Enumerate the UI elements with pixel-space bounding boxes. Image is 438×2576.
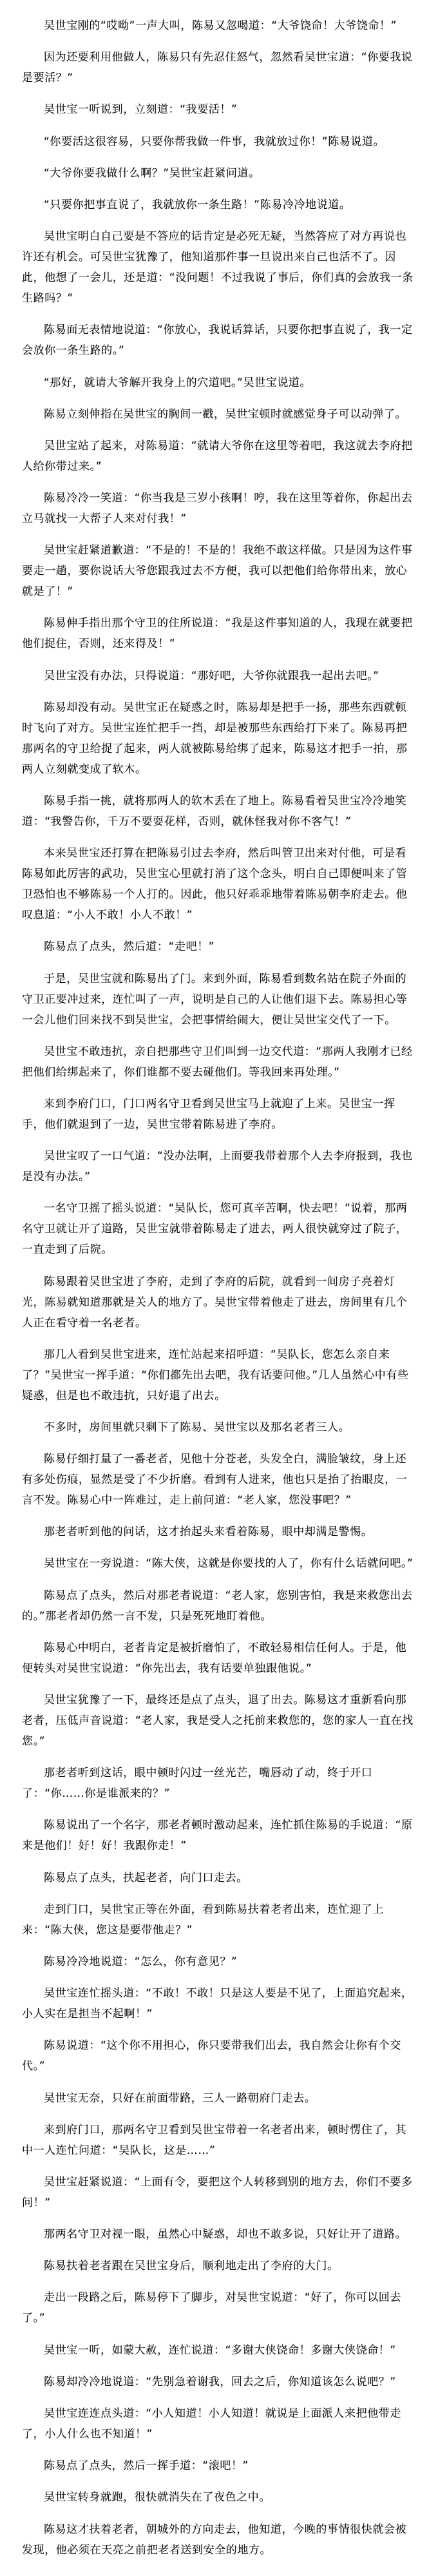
paragraph: 陈易手指一挑，就将那两人的软木丢在了地上。陈易看着吴世宝冷冷地笑道：“我警告你，千万不要耍花样，否则，就休怪我对你不客气！” [22, 795, 407, 828]
paragraph: “那好，就请大爷解开我身上的穴道吧。”吴世宝说道。 [44, 376, 312, 389]
paragraph: 因为还要利用他做人，陈易只有先忍住怒气，忽然看吴世宝道：“你要我说是要活？” [22, 51, 413, 85]
paragraph: 走到门口，吴世宝正等在外面，看到陈易扶着老者出来，连忙迎了上来：“陈大侠，您这是要带他走？” [22, 1903, 384, 1937]
paragraph: 吴世宝叹了一口气道：“没办法啊，上面要我带着那个人去李府报到，我也是没有办法。” [22, 1150, 413, 1184]
paragraph: 吴世宝一听，如蒙大赦，连忙说道：“多谢大侠饶命！多谢大侠饶命！” [44, 2343, 396, 2357]
paragraph: 陈易点了点头，然后对那老者说道：“老人家，您别害怕，我是来救您出去的。”那老者却仍然一言不发，只是死死地盯着他。 [22, 1589, 413, 1623]
paragraph: 于是，吴世宝就和陈易出了门。来到外面，陈易看到数名站在院子外面的守卫正要冲过来，连忙叫了一声，说明是自己的人让他们退下去。陈易担心等一会儿他们回来找不到吴世宝，会把事情给闹大，便让吴世宝交代了一下。 [22, 972, 408, 1027]
paragraph: 那老者听到这话，眼中顿时闪过一丝光芒，嘴唇动了动，终于开口了：“你……你是谁派来的？” [22, 1767, 373, 1801]
paragraph: 陈易立刻伸指在吴世宝的胸间一戳，吴世宝顿时就感觉身子可以动弹了。 [44, 407, 407, 421]
paragraph: 陈易伸手指出那个守卫的住所说道：“我是这件事知道的人，我现在就要把他们捉住，否则，还来得及！” [22, 617, 413, 651]
paragraph: 不多时，房间里就只剩下了陈易、吴世宝以及那名老者三人。 [44, 1420, 350, 1434]
paragraph: 吴世宝在一旁说道：“陈大侠，这就是你要找的人了，你有什么话就问吧。” [44, 1557, 414, 1571]
paragraph: 吴世宝刚的“哎呦”一声大叫，陈易又忽喝道：“大爷饶命！大爷饶命！” [44, 19, 397, 32]
paragraph: 陈易点了点头，然后一挥手道：“滚吧！” [44, 2459, 249, 2473]
paragraph: 陈易说出了一个名字，那老者顿时激动起来，连忙抓住陈易的手说道：“原来是他们！好！好！我跟你走！” [22, 1819, 413, 1853]
paragraph: 吴世宝连忙摇头道：“不敢！不敢！只是这人要是不见了，上面追究起来，小人实在是担当不起啊！” [22, 1987, 413, 2021]
paragraph: 陈易冷冷一笑道：“你当我是三岁小孩啊！哼，我在这里等着你，你起出去立马就找一大帮子人来对付我！” [22, 492, 413, 526]
paragraph: 那老者听到他的问话，这才抬起头来看着陈易，眼中却满是警惕。 [44, 1525, 373, 1539]
paragraph: 吴世宝连连点头道：“小人知道！小人知道！就说是上面派人来把他带走了，小人什么也不知道！” [22, 2407, 402, 2441]
paragraph: 陈易面无表情地说道：“你放心，我说话算话，只要你把事直说了，我一定会放你一条生路的。” [22, 324, 413, 358]
paragraph: 吴世宝转身就跑，很快就消失在了夜色之中。 [44, 2491, 271, 2504]
paragraph: 来到府门口，那两名守卫看到吴世宝带着一名老者出来，顿时愣住了，其中一人连忙问道：“吴队长，这是……” [22, 2123, 407, 2157]
paragraph: 那两名守卫对视一眼，虽然心中疑惑，却也不敢多说，只好让开了道路。 [44, 2228, 407, 2242]
paragraph: 吴世宝不敢违抗，亲自把那些守卫们叫到一边交代道：“那两人我刚才已经把他们给绑起来了，你们谁都不要去碰他们。等我回来再处理。” [22, 1045, 413, 1079]
paragraph: 陈易却冷冷地说道：“先别急着谢我，回去之后，你知道该怎么说吧？” [44, 2375, 396, 2388]
paragraph: 陈易这才扶着老者，朝城外的方向走去，他知道，今晚的事情很快就会被发现，他必须在天亮之前把老者送到安全的地方。 [22, 2523, 407, 2557]
paragraph: 吴世宝一听说到，立刻道：“我要活！” [44, 103, 238, 117]
paragraph: 吴世宝无奈，只好在前面带路，三人一路朝府门走去。 [44, 2091, 316, 2105]
paragraph: 陈易点了点头，然后道：“走吧！” [44, 940, 215, 954]
paragraph: 吴世宝没有办法，只得说道：“那好吧，大爷你就跟我一起出去吧。” [44, 669, 379, 683]
paragraph: 来到李府门口，门口两名守卫看到吴世宝马上就迎了上来。吴世宝一挥手，他们就退到了一边，吴世宝带着陈易进了李府。 [22, 1097, 395, 1131]
paragraph: “只要你把事直说了，我就放你一条生路！”陈易冷冷地说道。 [44, 198, 351, 211]
paragraph: 陈易心中明白，老者肯定是被折磨怕了，不敢轻易相信任何人。于是，他便转头对吴世宝说道：“你先出去，我有话要单独跟他说。” [22, 1641, 407, 1675]
paragraph: 走出一段路之后，陈易停下了脚步，对吴世宝说道：“好了，你可以回去了。” [22, 2291, 402, 2325]
paragraph: 那几人看到吴世宝进来，连忙站起来招呼道：“吴队长，您怎么亲自来了？”吴世宝一挥手道：“你们都先出去吧，我有话要问他。”几人虽然心中有些疑惑，但是也不敢违抗，只好退了出去。 [22, 1348, 409, 1402]
paragraph: 一名守卫摇了摇头说道：“吴队长，您可真辛苦啊，快去吧！”说着，那两名守卫就让开了道路，吴世宝就带着陈易走了进去，两人很快就穿过了院子，一直走到了后院。 [22, 1202, 408, 1257]
paragraph: 吴世宝站了起来，对陈易道：“就请大爷你在这里等着吧，我这就去李府把人给你带过来。” [22, 439, 413, 473]
paragraph: 吴世宝赶紧道歉道：“不是的！不是的！我绝不敢这样做。只是因为这件事要走一趟，要你说话大爷您跟我过去不方便，我可以把他们给你带出来，放心就是了！” [22, 544, 413, 599]
paragraph: 陈易点了点头，扶起老者，向门口走去。 [44, 1871, 248, 1884]
paragraph: 本来吴世宝还打算在把陈易引过去李府，然后叫管卫出来对付他，可是看陈易如此厉害的武功，吴世宝心里就打消了这个念头，明白自己即便叫来了管卫恐怕也不够陈易一个人打的。因此，他只好乖乖地带着陈易朝李府走去。他叹息道：“小人不敢！小人不敢！” [22, 847, 408, 922]
paragraph: 吴世宝赶紧说道：“上面有令，要把这个人转移到别的地方去，你们不要多问！” [22, 2175, 413, 2209]
paragraph: 陈易仔细打量了一番老者，见他十分苍老，头发全白，满脸皱纹，身上还有多处伤痕，显然是受了不少折磨。看到有人进来，他也只是抬了抬眼皮，一言不发。陈易心中一阵难过，走上前问道：“老人家，您没事吧？” [22, 1453, 408, 1507]
paragraph: 吴世宝犹豫了一下，最终还是点了点头，退了出去。陈易这才重新看向那老者，压低声音说道：“老人家，我是受人之托前来救您的，您的家人一直在找您。” [22, 1694, 414, 1748]
paragraph: “你要活这很容易，只要你帮我做一件事，我就放过你！”陈易说道。 [44, 135, 385, 148]
paragraph: 陈易却没有动。吴世宝正在疑惑之时，陈易却是把手一扬，那些东西就顿时飞向了对方。吴世宝连忙把手一挡，却是被那些东西给打下来了。陈易再把那两名的守卫给捉了起来，两人就被陈易给绑了起来，陈易这才把手一拍，那两人立刻就变成了软木。 [22, 701, 408, 776]
paragraph: 陈易跟着吴世宝进了李府，走到了李府的后院，就看到一间房子亮着灯光，陈易就知道那就是关人的地方了。吴世宝带着他走了进去，房间里有几个人正在看守着一名老者。 [22, 1275, 408, 1330]
paragraph: “大爷你要我做什么啊？”吴世宝赶紧问道。 [44, 166, 260, 180]
paragraph: 陈易冷冷地说道：“怎么，你有意见？” [44, 1955, 238, 1968]
paragraph: 吴世宝明白自己要是不答应的话肯定是必死无疑，当然答应了对方再说也许还有机会。可吴世宝犹豫了，他知道那件事一旦说出来自己也活不了。因此，他想了一会儿，还是道：“没问题！不过我说了事后，你们真的会放我一条生路吗？” [22, 230, 414, 305]
paragraph: 陈易扶着老者跟在吴世宝身后，顺利地走出了李府的大门。 [44, 2260, 339, 2273]
paragraph: 陈易说道：“这个你不用担心，你只要带我们出去，我自然会让你有个交代。” [22, 2039, 402, 2073]
